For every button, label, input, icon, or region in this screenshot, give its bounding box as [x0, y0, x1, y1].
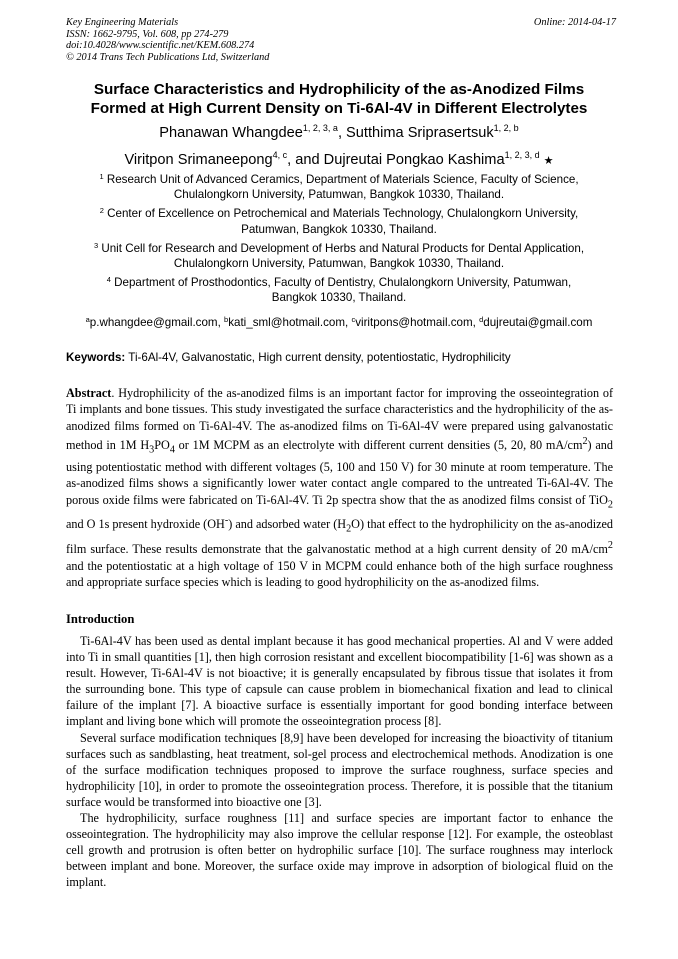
paragraph: Ti-6Al-4V has been used as dental implant because it has good mechanical properties. Al and V were added into Ti in small quantities [1], then high corrosion resistant and excellent biocompatibility [1-6] was shown as a result. However, Ti-6Al-4V is not bioactive; it is generally encapsulated by fibrous tissue that isolates it from the surrounding bone. This type of capsule can cause problem in biomechanical fixation and lead to clinical failure of the implant [7]. A bioactive surface is essentially important for good bonding interface between implant and living bone which will promote the osseointegration process [8]. [66, 634, 613, 729]
abstract-text: O) that effect to the hydrophilicity on the as-anodized film surface. These results demonstrate that the galvanostatic method at a high current density of 20 mA/cm [66, 517, 613, 557]
abstract-text: and O 1s present hydroxide (OH [66, 517, 225, 532]
abstract [66, 385, 613, 590]
affiliation [60, 241, 618, 271]
affiliations [60, 172, 618, 310]
online-date: Online: 2014-04-17 [533, 17, 616, 28]
superscript: 2 [582, 436, 588, 448]
email-separator: , [472, 316, 480, 329]
email-address[interactable]: p.whangdee@gmail.com [89, 316, 218, 329]
author-list [40, 120, 638, 175]
author-separator: , and [287, 152, 324, 168]
journal-header [66, 17, 269, 63]
copyright-line: © 2014 Trans Tech Publications Ltd, Switzerland [66, 51, 270, 63]
author-line-1 [40, 120, 638, 147]
affiliation-line: Chulalongkorn University, Patumwan, Bangkok 10330, Thailand. [173, 188, 505, 202]
affiliation-number: 3 [93, 240, 99, 250]
author-marks: 1, 2, b [493, 123, 519, 133]
email-mark: c [351, 315, 356, 324]
affiliation [60, 275, 618, 305]
abstract-text: . Hydrophilicity of the as-anodized films is an important factor for improving the osseointegration of Ti implants and bone tissues. This study investigated the surface characteristics and the hydrophilicity of the as-anodized films formed on Ti-6Al-4V. The as-anodized films on Ti-6Al-4V were prepared using galvanostatic method in 1M H [66, 386, 613, 453]
corresponding-star-icon: ★ [543, 155, 554, 167]
email-mark: b [224, 315, 229, 324]
email-separator: , [217, 316, 225, 329]
email-address[interactable]: dujreutai@gmail.com [483, 316, 593, 329]
affiliation-number: 1 [99, 172, 104, 181]
author-name: Sutthima Sriprasertsuk [346, 125, 494, 141]
affiliation-line: Department of Prosthodontics, Faculty of Dentistry, Chulalongkorn University, Patumwan, [114, 276, 572, 290]
author-name: Dujreutai Pongkao Kashima [323, 152, 505, 168]
superscript: 2 [607, 540, 613, 552]
affiliation-number: 4 [106, 275, 111, 285]
doi-line: doi:10.4028/www.scientific.net/KEM.608.274 [66, 40, 255, 52]
author-marks: 1, 2, 3, d [504, 150, 540, 160]
author-marks: 1, 2, 3, a [302, 123, 338, 133]
issn-line: ISSN: 1662-9795, Vol. 608, pp 274-279 [66, 28, 229, 40]
affiliation-line: Bangkok 10330, Thailand. [271, 291, 407, 305]
author-emails [40, 316, 638, 330]
section-heading-introduction: Introduction [66, 612, 135, 626]
subscript: 2 [346, 523, 352, 535]
affiliation-line: Patumwan, Bangkok 10330, Thailand. [241, 222, 437, 236]
email-mark: a [85, 315, 90, 324]
affiliation-number: 2 [99, 206, 104, 216]
author-name: Viritpon Srimaneepong [124, 152, 273, 168]
email-address[interactable]: kati_sml@hotmail.com [228, 316, 345, 329]
abstract-text: ) and adsorbed water (H [228, 517, 347, 532]
affiliation [60, 206, 618, 236]
abstract-text: PO [154, 438, 170, 453]
subscript: 3 [149, 444, 155, 456]
affiliation-line: Research Unit of Advanced Ceramics, Department of Materials Science, Faculty of Science, [106, 173, 579, 186]
abstract-text: and the potentiostatic at a high voltage of 150 V in MCPM could enhance both of the high surface roughness and appropriate surface species which is leading to good hydrophilicity on the as-anodized films. [66, 558, 613, 589]
title-line-1: Surface Characteristics and Hydrophilicity of the as-Anodized Films [93, 81, 585, 98]
email-address[interactable]: viritpons@hotmail.com [355, 316, 473, 329]
author-line-2 [40, 147, 638, 175]
paragraph: The hydrophilicity, surface roughness [11] and surface species are important factor to enhance the osseointegration. The hydrophilicity may also improve the cellular response [12]. For example, the osteoblast cell growth and protrusion is often better on hydrophilic surface [10]. The surface roughness may interlock between implant and bone. Moreover, the surface oxide may improve in adsorption of biological fluid on the implant. [66, 811, 613, 890]
subscript: 4 [169, 444, 175, 456]
author-marks: 4, c [272, 150, 288, 160]
abstract-label: Abstract [66, 386, 112, 400]
keywords-text: Ti-6Al-4V, Galvanostatic, High current density, potentiostatic, Hydrophilicity [128, 351, 511, 364]
author-separator: , [337, 125, 347, 141]
author-name: Phanawan Whangdee [159, 125, 303, 141]
superscript: - [224, 515, 229, 527]
affiliation-line: Chulalongkorn University, Patumwan, Bangkok 10330, Thailand. [173, 257, 505, 271]
abstract-text: ) and using potentiostatic method with different voltages (5, 100 and 150 V) for 30 minute at room temperature. The as-anodized films shows a significantly lower water contact angle compared to the untreated Ti-6Al-4V. The porous oxide films were fabricated on Ti-6Al-4V. Ti 2p spectra show that the as anodized films consist of TiO [66, 438, 613, 507]
keywords-label: Keywords: [66, 351, 126, 364]
abstract-text: or 1M MCPM as an electrolyte with different current densities (5, 20, 80 mA/cm [174, 438, 583, 453]
subscript: 2 [607, 499, 613, 510]
paper-title [40, 81, 638, 118]
email-separator: , [345, 316, 352, 329]
title-line-2: Formed at High Current Density on Ti-6Al-4V in Different Electrolytes [90, 99, 588, 117]
paragraph: Several surface modification techniques [8,9] have been developed for increasing the bioactivity of titanium surfaces such as sandblasting, heat treatment, sol-gel process and electrochemical methods. Anodization is one of the surface modification techniques proposed to improve the surface roughness, surface species and hydrophilicity [10], in order to promote the osseointegration process. Therefore, it is possible that the titanium surface would be transformed into bioactive one [3]. [66, 730, 613, 809]
journal-name: Key Engineering Materials [66, 17, 179, 28]
affiliation [60, 172, 618, 202]
introduction-body [66, 633, 613, 891]
affiliation-line: Unit Cell for Research and Development of Herbs and Natural Products for Dental Application, [101, 241, 585, 255]
keywords [66, 351, 511, 365]
email-mark: d [479, 315, 484, 324]
affiliation-line: Center of Excellence on Petrochemical and Materials Technology, Chulalongkorn University, [107, 207, 579, 221]
